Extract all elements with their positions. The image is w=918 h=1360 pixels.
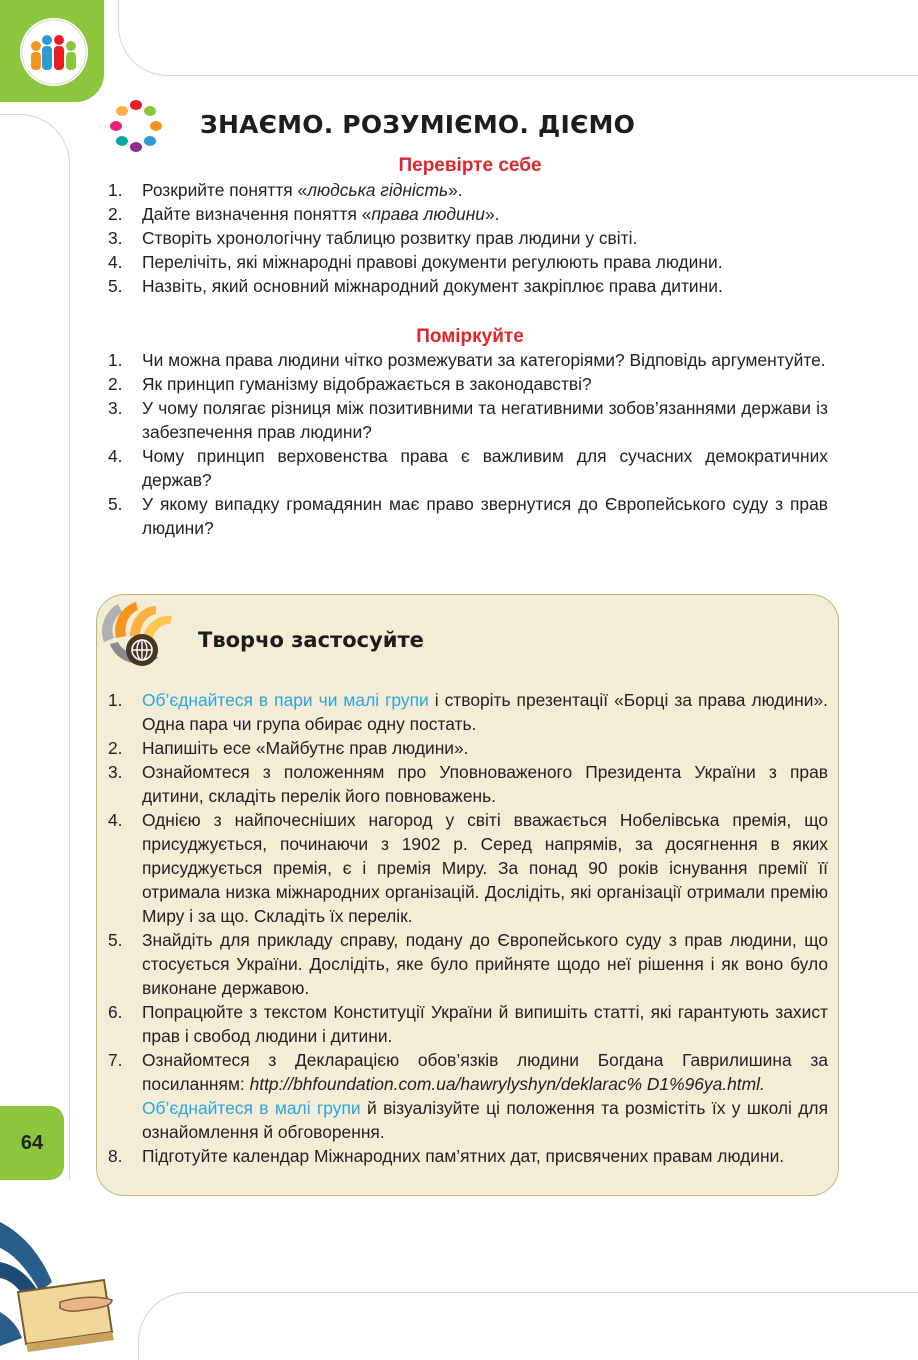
list-item: 2. Як принцип гуманізму відображається в законодавстві? xyxy=(108,374,592,394)
list-item: 5. Назвіть, який основний міжнародний документ закріплює права дитини. xyxy=(108,276,723,296)
page-frame-top-line xyxy=(118,0,918,76)
flower-emblem-icon xyxy=(104,96,168,156)
hands-globe-icon xyxy=(96,598,192,676)
page-number: 64 xyxy=(20,1131,44,1154)
list-item: 3. Ознайомтеся з положенням про Уповноваженого Президента України з прав дитини, складіть перелік його повноважень. xyxy=(108,762,828,806)
list-item: 1. Об’єднайтеся в пари чи малі групи і створіть презентації «Борці за права людини». Одна пара чи група обирає одну постать. xyxy=(108,690,828,734)
list-item: 5. Знайдіть для прикладу справу, подану до Європейського суду з прав людини, що стосується України. Дослідіть, яке було прийняте щодо неї рішення і як воно було виконане державою. xyxy=(108,930,828,998)
check-yourself-title: Перевірте себе xyxy=(398,155,542,176)
think-list xyxy=(108,348,828,540)
declaration-link[interactable]: http://bhfoundation.com.ua/hawrylyshyn/deklarac% D1%96ya.html. xyxy=(249,1074,765,1094)
creative-list xyxy=(108,688,828,1168)
list-item: 7. Ознайомтеся з Декларацією обов’язків людини Богдана Гаврилишина за посиланням: http://bhfoundation.com.ua/hawrylyshyn/deklarac% D1%96ya.html. Об’єднайтеся в малі групи й візуалізуйте ці положення та розмістіть їх у школі для ознайомлення й обговорення. xyxy=(108,1050,829,1142)
creative-title: Творчо застосуйте xyxy=(198,628,424,652)
list-item: 3. У чому полягає різниця між позитивними та негативними зобов’язаннями держави із забезпечення прав людини? xyxy=(108,398,828,442)
main-heading: ЗНАЄМО. РОЗУМІЄМО. ДІЄМО xyxy=(200,110,636,139)
think-title: Поміркуйте xyxy=(416,326,524,347)
list-item: 4. Чому принцип верховенства права є важливим для сучасних демократичних держав? xyxy=(108,446,828,490)
list-item: 2. Напишіть есе «Майбутнє прав людини». xyxy=(108,738,469,758)
list-item: 6. Попрацюйте з текстом Конституції України й випишіть статті, які гарантують захист прав і свобод людини і дитини. xyxy=(108,1002,828,1046)
list-item: 4. Перелічіть, які міжнародні правові документи регулюють права людини. xyxy=(108,252,723,272)
page-number-tab xyxy=(0,1106,64,1180)
reader-figure-illustration xyxy=(0,1222,130,1360)
list-item: 5. У якому випадку громадянин має право звернутися до Європейського суду з прав людини? xyxy=(108,494,828,538)
list-item: 1. Розкрийте поняття «людська гідність». xyxy=(108,180,463,200)
chapter-corner-tab xyxy=(0,0,104,102)
check-yourself-list xyxy=(108,178,828,298)
list-item: 1. Чи можна права людини чітко розмежувати за категоріями? Відповідь аргументуйте. xyxy=(108,350,826,370)
page-frame-left-line xyxy=(0,114,70,1180)
list-item: 2. Дайте визначення поняття «права людини». xyxy=(108,204,500,224)
list-item: 3. Створіть хронологічну таблицю розвитку прав людини у світі. xyxy=(108,228,638,248)
people-logo-icon xyxy=(20,18,88,86)
main-heading-block xyxy=(104,96,744,156)
creative-heading-block xyxy=(96,598,596,678)
page-frame-bottom-line xyxy=(138,1292,918,1360)
list-item: 8. Підготуйте календар Міжнародних пам’ятних дат, присвячених правам людини. xyxy=(108,1146,785,1166)
list-item: 4. Однією з найпочесніших нагород у світі вважається Нобелівська премія, що присуджується, починаючи з 1902 р. Серед напрямів, за досягнення в яких присуджується премія, є і премія Миру. За понад 90 років існування премії її отримала низка міжнародних організацій. Дослідіть, які організації отримали премію Миру і за що. Складіть їх перелік. xyxy=(108,810,828,926)
